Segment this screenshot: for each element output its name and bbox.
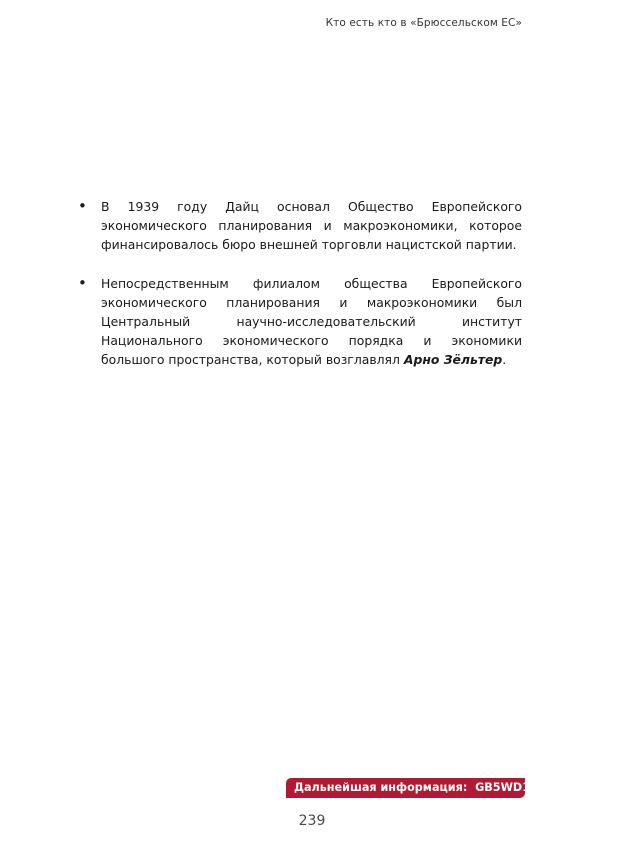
bullet-text-after: . xyxy=(502,352,507,368)
person-name: Арно Зёльтер xyxy=(403,352,503,368)
further-info-code: GB5WD198 xyxy=(475,781,546,794)
bullet-icon: • xyxy=(78,197,87,215)
bullet-item xyxy=(78,274,522,370)
main-content xyxy=(78,197,522,389)
bullet-list xyxy=(78,197,522,370)
bullet-text: В 1939 году Дайц основал Общество Европейского экономического планирования и макроэкономики, которое финансировалось бюро внешней торговли нацистской партии. xyxy=(101,199,522,253)
further-info-label: Дальнейшая информация: xyxy=(294,781,468,794)
running-header: Кто есть кто в «Брюссельском ЕС» xyxy=(325,17,522,29)
page-number: 239 xyxy=(298,813,326,829)
bullet-item xyxy=(78,197,522,255)
bullet-icon: • xyxy=(78,273,87,292)
bullet-text-before: Непосредственным филиалом общества Европейского экономического планирования и макроэкономики был Центральный научно-исследовательский институт Национального экономического порядка и экономики большого пространства, который возглавлял xyxy=(101,275,522,368)
further-info-badge xyxy=(286,778,546,798)
bullet-text xyxy=(101,276,522,368)
